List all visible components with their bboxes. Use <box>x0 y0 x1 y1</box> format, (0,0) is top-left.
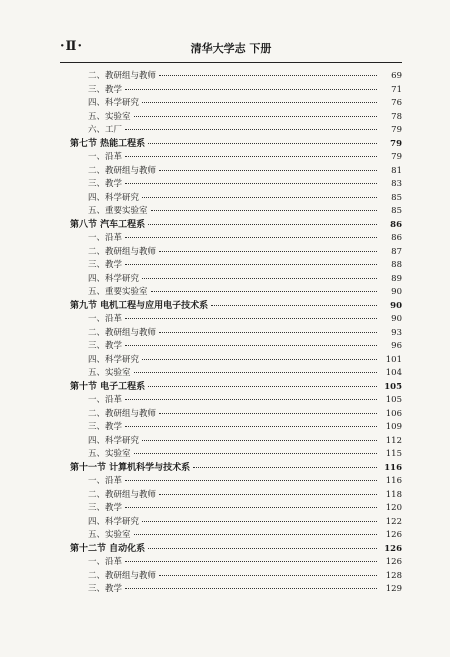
toc-entry-label: 六、工厂 <box>88 125 123 135</box>
toc-entry-page: 86 <box>390 219 402 230</box>
toc-subentry <box>88 96 402 110</box>
toc-entry-label: 二、教研组与教师 <box>88 71 157 81</box>
dot-leader <box>125 588 377 589</box>
toc-section-entry <box>70 137 402 151</box>
toc-entry-label: 二、教研组与教师 <box>88 327 157 338</box>
toc-subentry <box>88 245 402 259</box>
dot-leader <box>125 507 377 508</box>
toc-entry-label: 第十节 电子工程系 <box>70 381 146 392</box>
toc-entry-label: 二、教研组与教师 <box>88 246 157 257</box>
toc-subentry <box>88 569 402 583</box>
toc-subentry <box>88 474 402 488</box>
dot-leader <box>148 548 377 549</box>
toc-entry-page: 79 <box>391 152 402 162</box>
toc-subentry <box>88 447 402 461</box>
toc-subentry <box>88 326 402 340</box>
toc-entry-label: 三、教学 <box>88 584 123 594</box>
dot-leader <box>148 386 377 387</box>
dot-leader <box>125 399 377 400</box>
toc-entry-page: 81 <box>391 165 402 176</box>
dot-leader <box>148 143 377 144</box>
toc-entry-label: 三、教学 <box>88 341 123 351</box>
dot-leader <box>142 521 377 522</box>
toc-subentry <box>88 231 402 245</box>
toc-subentry <box>88 312 402 326</box>
toc-subentry <box>88 204 402 218</box>
toc-entry-page: 90 <box>391 287 402 297</box>
toc-entry-label: 四、科学研究 <box>88 98 140 108</box>
toc-subentry <box>88 339 402 353</box>
toc-subentry <box>88 582 402 596</box>
toc-entry-page: 71 <box>391 84 402 95</box>
toc-entry-page: 83 <box>391 179 402 189</box>
toc-entry-label: 第十二节 自动化系 <box>70 543 146 554</box>
page-header <box>60 38 402 58</box>
toc-subentry <box>88 515 402 529</box>
toc-entry-page: 90 <box>390 300 402 311</box>
toc-subentry <box>88 528 402 542</box>
toc-entry-page: 129 <box>385 584 402 594</box>
toc-entry-page: 115 <box>385 449 402 459</box>
toc-entry-page: 105 <box>385 395 402 405</box>
toc-entry-label: 五、实验室 <box>88 530 131 540</box>
toc-subentry <box>88 191 402 205</box>
toc-entry-label: 二、教研组与教师 <box>88 165 157 176</box>
toc-subentry <box>88 420 402 434</box>
toc-entry-page: 85 <box>391 192 402 203</box>
toc-subentry <box>88 501 402 515</box>
dot-leader <box>125 561 377 562</box>
toc-entry-page: 116 <box>385 476 402 486</box>
toc-section-entry <box>70 542 402 556</box>
toc-entry-label: 五、实验室 <box>88 111 131 122</box>
toc-subentry <box>88 353 402 367</box>
dot-leader <box>159 251 377 252</box>
dot-leader <box>159 413 377 414</box>
toc-entry-page: 69 <box>391 71 402 81</box>
toc-entry-label: 一、沿革 <box>88 152 123 162</box>
toc-entry-label: 二、教研组与教师 <box>88 408 157 419</box>
toc-entry-page: 76 <box>391 98 402 108</box>
toc-entry-label: 四、科学研究 <box>88 273 140 284</box>
toc-entry-page: 104 <box>385 368 402 378</box>
toc-entry-page: 120 <box>385 503 402 513</box>
toc-entry-label: 三、教学 <box>88 260 123 270</box>
dot-leader <box>134 453 377 454</box>
dot-leader <box>125 345 377 346</box>
dot-leader <box>151 291 377 292</box>
toc-subentry <box>88 285 402 299</box>
toc-subentry <box>88 177 402 191</box>
toc-entry-label: 一、沿革 <box>88 557 123 567</box>
toc-entry-label: 三、教学 <box>88 503 123 513</box>
dot-leader <box>142 278 377 279</box>
dot-leader <box>211 305 377 306</box>
dot-leader <box>159 494 377 495</box>
dot-leader <box>151 210 377 211</box>
header-rule <box>60 62 402 63</box>
toc-entry-page: 128 <box>385 570 402 581</box>
toc-subentry <box>88 555 402 569</box>
toc-subentry <box>88 434 402 448</box>
dot-leader <box>125 89 377 90</box>
toc-section-entry <box>70 380 402 394</box>
toc-entry-page: 96 <box>391 341 402 351</box>
toc-entry-label: 第十一节 计算机科学与技术系 <box>70 462 191 473</box>
toc-entry-label: 三、教学 <box>88 179 123 189</box>
toc-entry-page: 93 <box>391 327 402 338</box>
toc-entry-label: 一、沿革 <box>88 233 123 243</box>
toc-subentry <box>88 258 402 272</box>
toc-section-entry <box>70 218 402 232</box>
dot-leader <box>125 426 377 427</box>
toc-entry-label: 一、沿革 <box>88 314 123 324</box>
toc-subentry <box>88 393 402 407</box>
toc-entry-label: 五、实验室 <box>88 449 131 459</box>
dot-leader <box>142 359 377 360</box>
toc-subentry <box>88 366 402 380</box>
dot-leader <box>142 102 377 103</box>
toc-subentry <box>88 488 402 502</box>
dot-leader <box>134 116 377 117</box>
toc-entry-page: 126 <box>385 530 402 540</box>
dot-leader <box>159 332 377 333</box>
dot-leader <box>193 467 377 468</box>
toc-entry-label: 五、重要实验室 <box>88 206 148 216</box>
dot-leader <box>142 440 377 441</box>
toc-entry-page: 118 <box>385 489 402 500</box>
toc-entry-page: 112 <box>385 435 402 446</box>
toc-entry-page: 79 <box>391 125 402 135</box>
toc-entry-page: 122 <box>385 516 402 527</box>
toc-entry-page: 126 <box>385 557 402 567</box>
toc-entry-label: 三、教学 <box>88 84 123 95</box>
toc-subentry <box>88 164 402 178</box>
toc-subentry <box>88 272 402 286</box>
toc-entry-page: 109 <box>385 422 402 432</box>
toc-subentry <box>88 69 402 83</box>
running-title: 清华大学志 下册 <box>190 42 272 55</box>
toc-entry-page: 86 <box>391 233 402 243</box>
dot-leader <box>142 197 377 198</box>
toc-entry-label: 二、教研组与教师 <box>88 489 157 500</box>
toc-entry-page: 101 <box>385 354 402 365</box>
toc-entry-page: 90 <box>391 314 402 324</box>
dot-leader <box>125 129 377 130</box>
dot-leader <box>159 75 377 76</box>
toc-entry-label: 四、科学研究 <box>88 516 140 527</box>
toc-entry-page: 89 <box>391 273 402 284</box>
toc-subentry <box>88 83 402 97</box>
dot-leader <box>125 237 377 238</box>
toc-section-entry <box>70 299 402 313</box>
toc-entry-label: 第九节 电机工程与应用电子技术系 <box>70 300 209 311</box>
page-number: ·Ⅱ· <box>60 39 84 54</box>
dot-leader <box>125 264 377 265</box>
toc-entry-label: 四、科学研究 <box>88 435 140 446</box>
toc-entry-page: 126 <box>384 543 402 554</box>
toc-entry-label: 一、沿革 <box>88 395 123 405</box>
toc-entry-label: 二、教研组与教师 <box>88 570 157 581</box>
toc-entry-label: 第七节 热能工程系 <box>70 138 146 149</box>
toc-entry-page: 105 <box>384 381 402 392</box>
toc-entry-label: 四、科学研究 <box>88 192 140 203</box>
dot-leader <box>125 156 377 157</box>
toc-entry-label: 第八节 汽车工程系 <box>70 219 146 230</box>
toc-entry-label: 三、教学 <box>88 422 123 432</box>
dot-leader <box>159 170 377 171</box>
toc-entry-page: 78 <box>391 111 402 122</box>
toc-entry-page: 88 <box>391 260 402 270</box>
dot-leader <box>125 183 377 184</box>
toc-subentry <box>88 407 402 421</box>
toc-entry-page: 85 <box>391 206 402 216</box>
dot-leader <box>148 224 377 225</box>
toc-subentry <box>88 110 402 124</box>
toc-subentry <box>88 123 402 137</box>
toc-entry-label: 五、重要实验室 <box>88 287 148 297</box>
toc-entry-page: 116 <box>384 462 402 473</box>
dot-leader <box>159 575 377 576</box>
toc-entry-label: 一、沿革 <box>88 476 123 486</box>
toc-subentry <box>88 150 402 164</box>
dot-leader <box>125 318 377 319</box>
dot-leader <box>134 372 377 373</box>
dot-leader <box>125 480 377 481</box>
toc-entry-page: 87 <box>391 246 402 257</box>
toc-entry-page: 79 <box>390 138 402 149</box>
toc-entry-label: 四、科学研究 <box>88 354 140 365</box>
toc-entry-label: 五、实验室 <box>88 368 131 378</box>
dot-leader <box>134 534 377 535</box>
toc-section-entry <box>70 461 402 475</box>
toc-entry-page: 106 <box>385 408 402 419</box>
